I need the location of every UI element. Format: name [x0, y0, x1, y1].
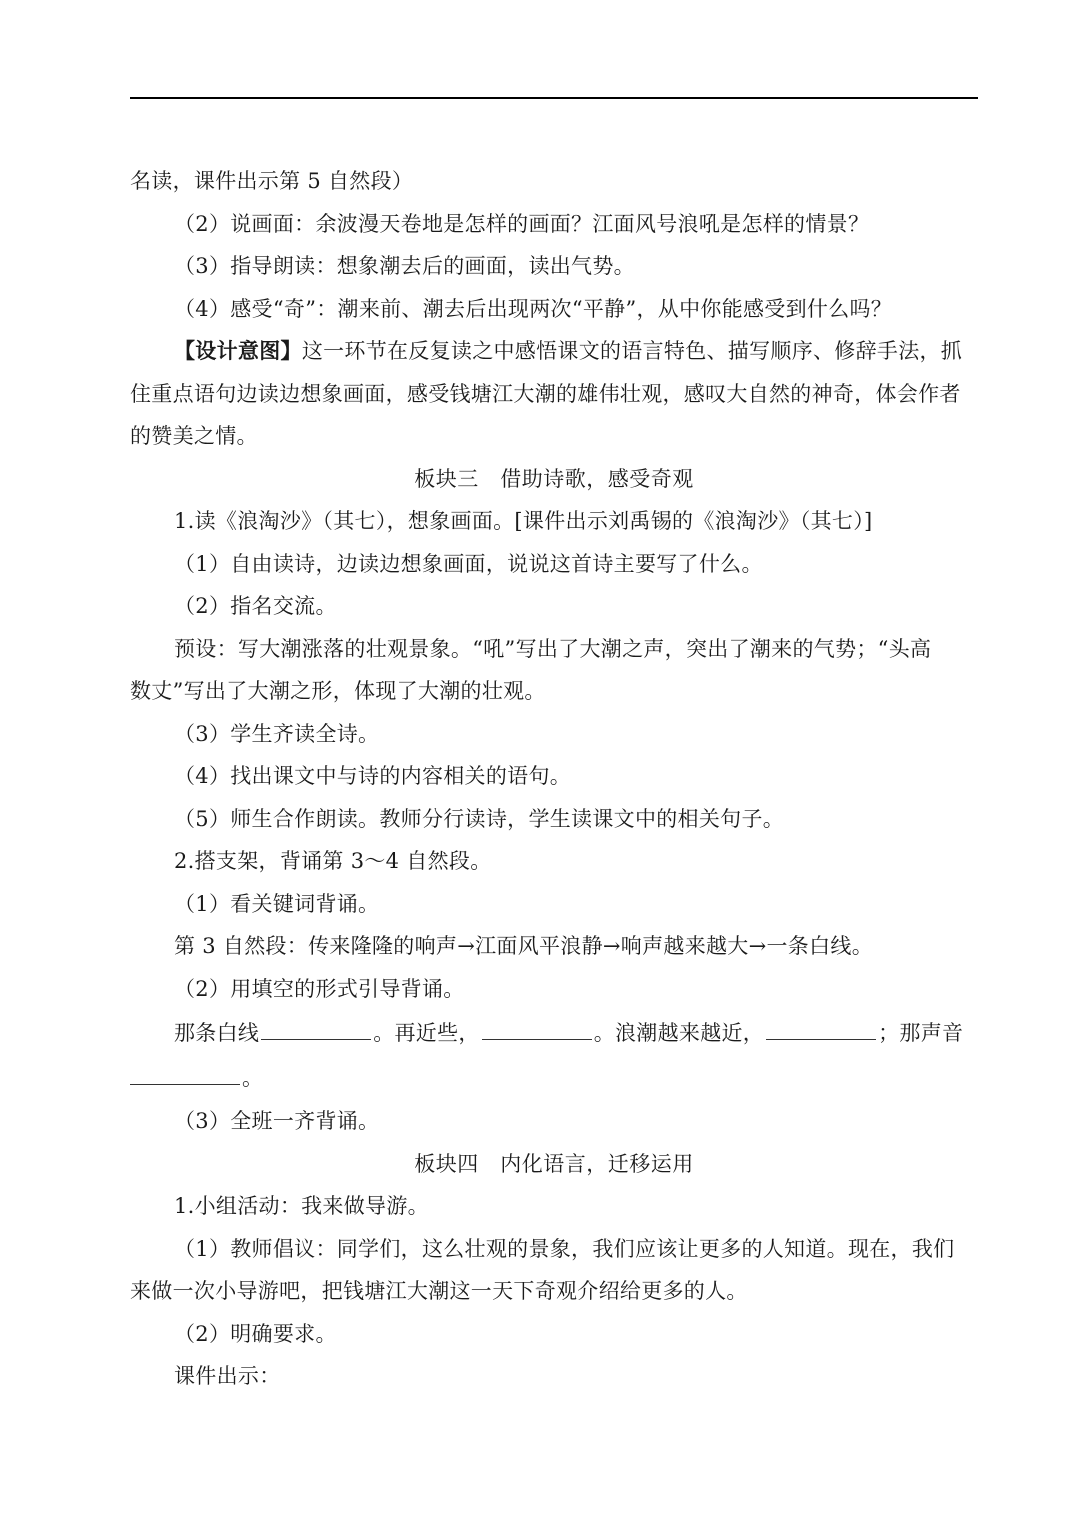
paragraph-line: 1.小组活动：我来做导游。: [174, 1194, 429, 1218]
document-body: [130, 160, 978, 1398]
fill-text: ；那声音: [878, 1021, 964, 1045]
fill-text: 。再近些，: [373, 1021, 480, 1045]
fill-blank: [766, 1021, 876, 1040]
fill-text: 。浪潮越来越近，: [593, 1021, 765, 1045]
fill-text: 那条白线: [174, 1021, 260, 1045]
design-intent-line: [130, 330, 978, 373]
fill-blank-line: [130, 1010, 978, 1056]
paragraph-line: （2）明确要求。: [174, 1321, 337, 1346]
paragraph-line: 数丈”写出了大潮之形，体现了大潮的壮观。: [130, 679, 546, 703]
paragraph-line: （3）全班一齐背诵。: [174, 1109, 380, 1133]
paragraph-line: （2）用填空的形式引导背诵。: [174, 976, 465, 1001]
paragraph-line: 课件出示：: [174, 1364, 281, 1388]
paragraph-line: （1）教师倡议：同学们，这么壮观的景象，我们应该让更多的人知道。现在，我们: [174, 1236, 955, 1261]
paragraph-line: （2）说画面：余波漫天卷地是怎样的画面？江面风号浪吼是怎样的情景？: [174, 211, 870, 236]
design-intent-tag: 【设计意图】: [174, 338, 302, 363]
paragraph-line: 1.读《浪淘沙》（其七），想象画面。[课件出示刘禹锡的《浪淘沙》（其七）]: [174, 509, 873, 533]
paragraph-line: 来做一次小导游吧，把钱塘江大潮这一天下奇观介绍给更多的人。: [130, 1279, 748, 1303]
paragraph-line: （4）感受“奇”：潮来前、潮去后出现两次“平静”，从中你能感受到什么吗？: [174, 296, 893, 321]
section-heading-4: 板块四 内化语言，迁移运用: [414, 1151, 694, 1176]
fill-text: 。: [242, 1066, 264, 1090]
fill-blank-line: [130, 1056, 978, 1100]
paragraph-line: （2）指名交流。: [174, 594, 337, 618]
fill-blank: [482, 1021, 592, 1040]
paragraph-line: 住重点语句边读边想象画面，感受钱塘江大潮的雄伟壮观，感叹大自然的神奇，体会作者: [130, 381, 961, 406]
design-intent-text: 这一环节在反复读之中感悟课文的语言特色、描写顺序、修辞手法，抓: [301, 339, 963, 363]
fill-blank: [261, 1021, 371, 1040]
fill-blank: [130, 1066, 240, 1085]
paragraph-line: 预设：写大潮涨落的壮观景象。“吼”写出了大潮之声，突出了潮来的气势；“头高: [174, 636, 932, 661]
paragraph-line: 第 3 自然段：传来隆隆的响声→江面风平浪静→响声越来越大→一条白线。: [174, 934, 873, 958]
paragraph-line: 的赞美之情。: [130, 424, 258, 448]
paragraph-line: （3）学生齐读全诗。: [174, 721, 380, 746]
header-rule: [130, 97, 978, 99]
paragraph-line: （1）自由读诗，边读边想象画面，说说这首诗主要写了什么。: [174, 551, 763, 576]
paragraph-line: （4）找出课文中与诗的内容相关的语句。: [174, 764, 572, 788]
paragraph-line: 2.搭支架，背诵第 3～4 自然段。: [174, 849, 492, 873]
paragraph-line: 名读，课件出示第 5 自然段）: [130, 169, 414, 193]
paragraph-line: （5）师生合作朗读。教师分行读诗，学生读课文中的相关句子。: [174, 806, 785, 831]
paragraph-line: （3）指导朗读：想象潮去后的画面，读出气势。: [174, 254, 635, 278]
paragraph-line: （1）看关键词背诵。: [174, 891, 380, 916]
section-heading-3: 板块三 借助诗歌，感受奇观: [414, 466, 694, 491]
